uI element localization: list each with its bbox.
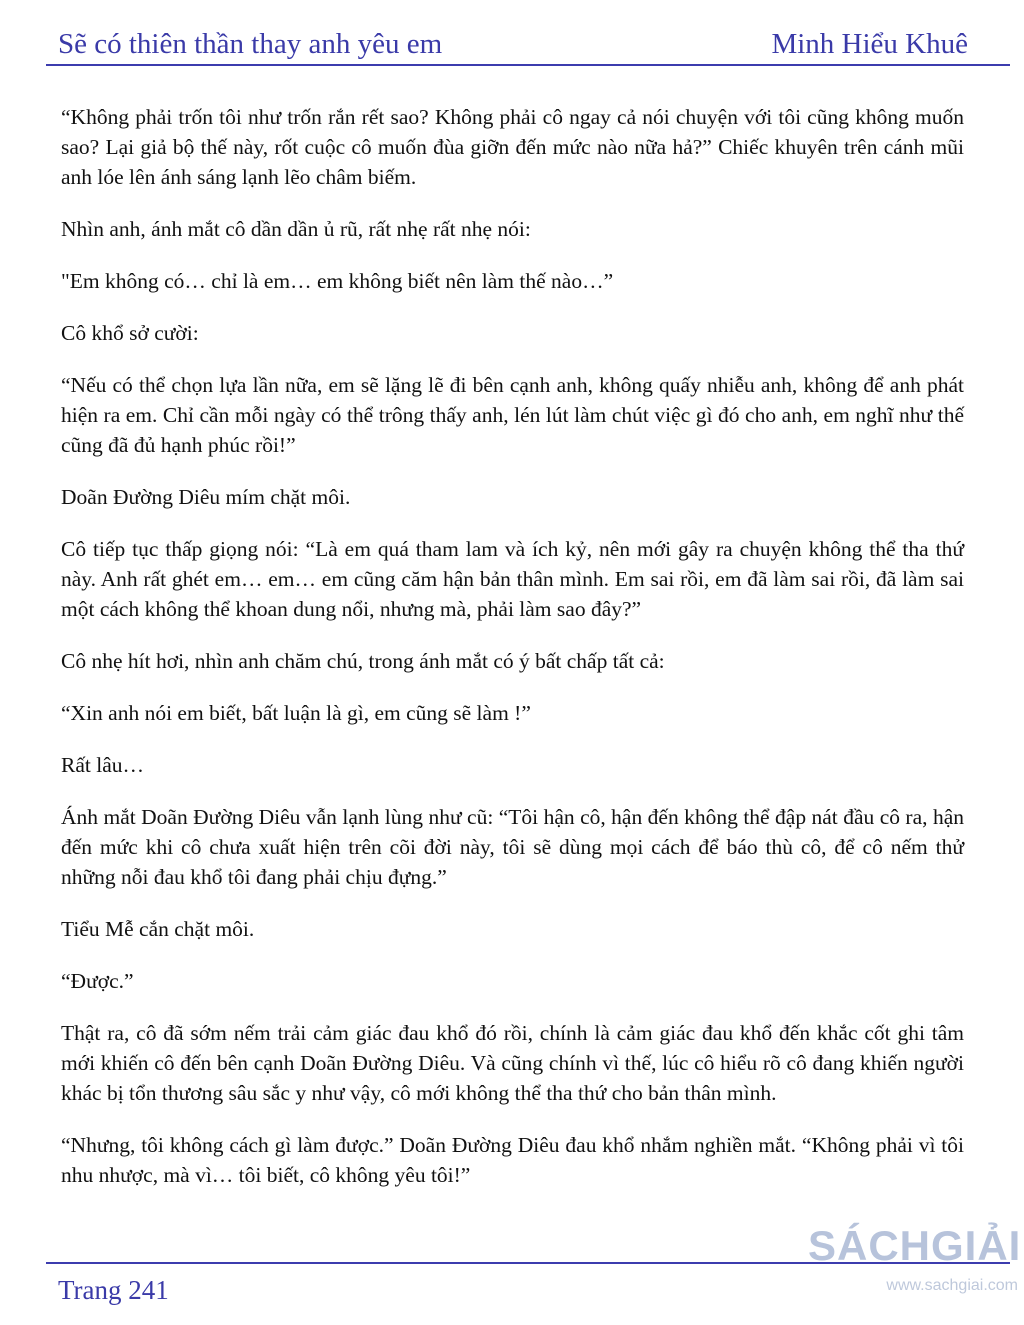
page-body <box>61 102 964 1212</box>
paragraph: “Nếu có thể chọn lựa lần nữa, em sẽ lặng lẽ đi bên cạnh anh, không quấy nhiễu anh, không để anh phát hiện ra em. Chỉ cần mỗi ngày có thể trông thấy anh, lén lút làm chút việc gì đó cho anh, em nghĩ như thế cũng đã đủ hạnh phúc rồi!” <box>61 373 964 457</box>
paragraph: Ánh mắt Doãn Đường Diêu vẫn lạnh lùng như cũ: “Tôi hận cô, hận đến không thể đập nát đầu cô ra, hận đến mức khi cô chưa xuất hiện trên cõi đời này, tôi sẽ dùng mọi cách để báo thù cô, để cô nếm thử những nỗi đau khổ tôi đang phải chịu đựng.” <box>61 805 964 889</box>
paragraph: “Xin anh nói em biết, bất luận là gì, em cũng sẽ làm !” <box>61 701 531 725</box>
paragraph: "Em không có… chỉ là em… em không biết nên làm thế nào…” <box>61 269 614 293</box>
paragraph: “Được.” <box>61 969 134 993</box>
page-header <box>58 24 968 64</box>
paragraph: Thật ra, cô đã sớm nếm trải cảm giác đau khổ đó rồi, chính là cảm giác đau khổ đến khắc cốt ghi tâm mới khiến cô đến bên cạnh Doãn Đường Diêu. Và cũng chính vì thế, lúc cô hiểu rõ cô đang khiến người khác bị tổn thương sâu sắc y như vậy, cô mới không thể tha thứ cho bản thân mình. <box>61 1021 964 1105</box>
paragraph: Cô khổ sở cười: <box>61 321 199 345</box>
paragraph: Rất lâu… <box>61 753 144 777</box>
watermark-logo: SÁCHGIẢI <box>808 1222 1022 1269</box>
watermark-url: www.sachgiai.com <box>886 1277 1018 1294</box>
book-title: Sẽ có thiên thần thay anh yêu em <box>58 28 443 60</box>
paragraph: Cô tiếp tục thấp giọng nói: “Là em quá tham lam và ích kỷ, nên mới gây ra chuyện không thể tha thứ này. Anh rất ghét em… em… em cũng căm hận bản thân mình. Em sai rồi, em đã làm sai rồi, đã làm sai một cách không thể khoan dung nổi, nhưng mà, phải làm sao đây?” <box>61 537 964 621</box>
paragraph: “Nhưng, tôi không cách gì làm được.” Doãn Đường Diêu đau khổ nhắm nghiền mắt. “Không phải vì tôi nhu nhược, mà vì… tôi biết, cô không yêu tôi!” <box>61 1133 964 1187</box>
author-name: Minh Hiểu Khuê <box>771 28 968 60</box>
header-divider <box>46 64 1010 66</box>
paragraph: Nhìn anh, ánh mắt cô dần dần ủ rũ, rất nhẹ rất nhẹ nói: <box>61 217 531 241</box>
paragraph: Doãn Đường Diêu mím chặt môi. <box>61 485 351 509</box>
paragraph: Cô nhẹ hít hơi, nhìn anh chăm chú, trong ánh mắt có ý bất chấp tất cả: <box>61 649 665 673</box>
paragraph: Tiểu Mễ cắn chặt môi. <box>61 917 255 941</box>
paragraph: “Không phải trốn tôi như trốn rắn rết sao? Không phải cô ngay cả nói chuyện với tôi cũng không muốn sao? Lại giả bộ thế này, rốt cuộc cô muốn đùa giỡn đến mức nào nữa hả?” Chiếc khuyên trên cánh mũi anh lóe lên ánh sáng lạnh lẽo châm biếm. <box>61 105 964 189</box>
watermark <box>808 1222 1022 1296</box>
page-number: Trang 241 <box>58 1275 169 1305</box>
